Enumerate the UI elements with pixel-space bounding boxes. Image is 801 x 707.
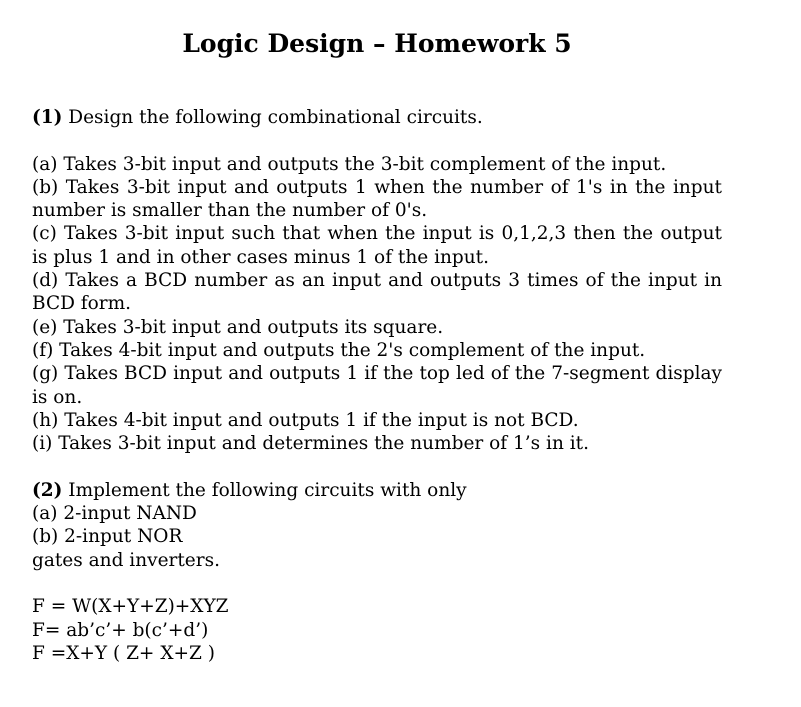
- question-1-item-b: (b) Takes 3-bit input and outputs 1 when the number of 1's in the input number is smaller than the number of 0's.: [32, 176, 722, 222]
- question-1-number: (1): [32, 107, 63, 128]
- function-3: F =X+Y ( Z+ X+Z ): [32, 642, 215, 664]
- page-title: Logic Design – Homework 5: [182, 29, 572, 58]
- question-1-item-h: (h) Takes 4-bit input and outputs 1 if the input is not BCD.: [32, 409, 579, 431]
- spacer: [32, 129, 722, 152]
- question-2-option-a: (a) 2-input NAND: [32, 503, 197, 525]
- question-1-item-g: (g) Takes BCD input and outputs 1 if the top led of the 7-segment display is on.: [32, 363, 722, 408]
- spacer: [32, 455, 722, 478]
- question-2-text: Implement the following circuits with only: [62, 479, 467, 501]
- question-1-item-c: (c) Takes 3-bit input such that when the input is 0,1,2,3 then the output is plus 1 and in other cases minus 1 of the input.: [32, 223, 722, 268]
- question-1-text: Design the following combinational circuits.: [62, 107, 483, 128]
- spacer: [32, 572, 722, 595]
- question-2-number: (2): [32, 479, 63, 501]
- question-2-heading: [32, 479, 722, 502]
- question-1-item-a: (a) Takes 3-bit input and outputs the 3-bit complement of the input.: [32, 153, 667, 175]
- question-1-item-f: (f) Takes 4-bit input and outputs the 2's complement of the input.: [32, 339, 646, 361]
- function-2: F= ab’c’+ b(c’+d’): [32, 619, 209, 641]
- question-1-item-i: (i) Takes 3-bit input and determines the number of 1’s in it.: [32, 433, 589, 455]
- function-1: F = W(X+Y+Z)+XYZ: [32, 596, 229, 618]
- question-1-item-e: (e) Takes 3-bit input and outputs its square.: [32, 316, 444, 338]
- question-1-heading: [32, 106, 722, 129]
- question-1-item-d: (d) Takes a BCD number as an input and outputs 3 times of the input in BCD form.: [32, 270, 722, 315]
- question-2-option-b: (b) 2-input NOR: [32, 526, 183, 548]
- question-2-tail: gates and inverters.: [32, 549, 220, 571]
- homework-content: [32, 106, 722, 665]
